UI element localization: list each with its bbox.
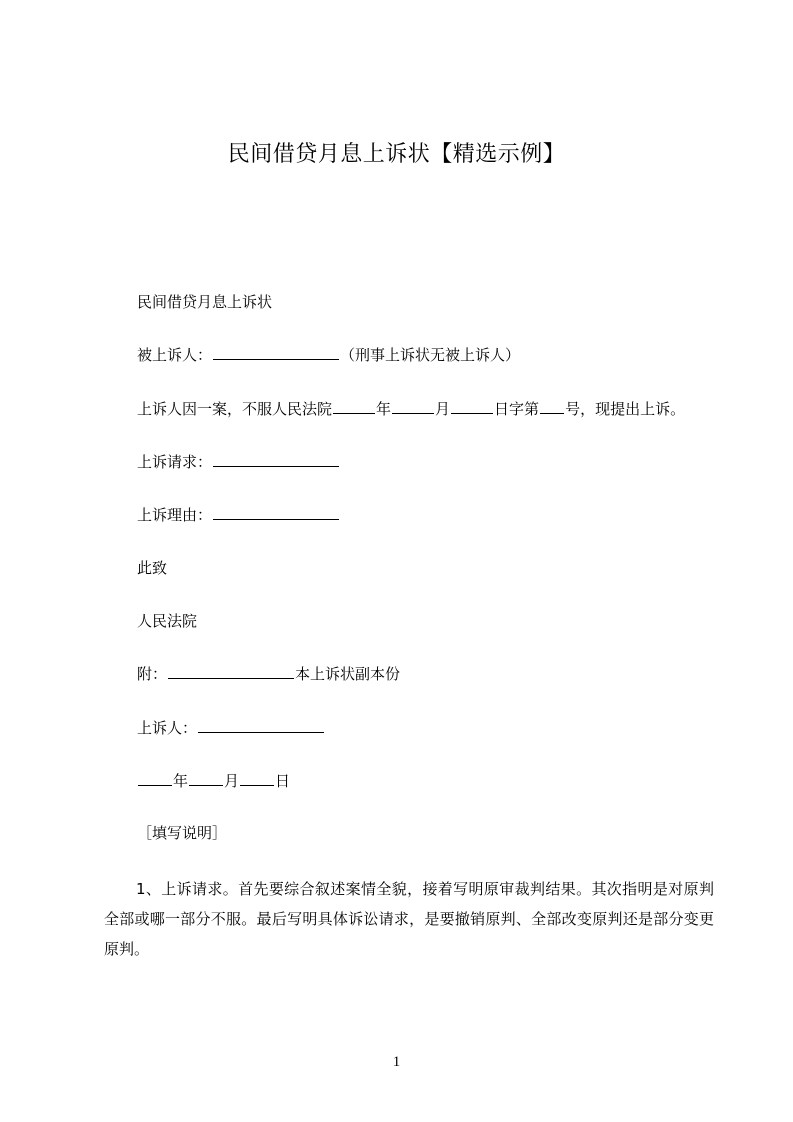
- request-blank: [213, 452, 339, 467]
- instructions-paragraph: 1、上诉请求。首先要综合叙述案情全貌，接着写明原审裁判结果。其次指明是对原判全部或哪一部分不服。最后写明具体诉讼请求，是要撤销原判、全部改变原判还是部分变更原判。: [104, 880, 714, 958]
- page-number: 1: [392, 1054, 401, 1070]
- case-year-blank: [333, 399, 375, 414]
- reason-label: 上诉理由：: [137, 506, 213, 524]
- attachment-tail: 本上诉状副本份: [295, 665, 401, 683]
- appellant-blank: [198, 718, 324, 733]
- date-month-label: 月: [224, 772, 240, 790]
- case-day-blank: [451, 399, 493, 414]
- date-year-label: 年: [173, 772, 189, 790]
- date-line: [137, 770, 290, 792]
- case-year-label: 年: [376, 400, 392, 418]
- request-line: [137, 451, 340, 473]
- case-month-label: 月: [435, 400, 451, 418]
- date-day-label: 日: [275, 772, 291, 790]
- appellee-line: [137, 344, 520, 366]
- request-label: 上诉请求：: [137, 453, 213, 471]
- date-month-blank: [189, 771, 223, 786]
- appellee-label: 被上诉人：: [137, 346, 213, 364]
- court-name: 人民法院: [137, 612, 198, 630]
- attachment-line: [137, 663, 400, 685]
- reason-blank: [213, 505, 339, 520]
- date-day-blank: [240, 771, 274, 786]
- case-day-ref-label: 日字第: [494, 400, 540, 418]
- case-number-blank: [540, 399, 564, 414]
- case-line-part1: 上诉人因一案，不服人民法院: [137, 400, 333, 418]
- document-heading: 民间借贷月息上诉状: [137, 293, 273, 311]
- appellant-label: 上诉人：: [137, 719, 198, 737]
- instructions-heading: ［填写说明］: [137, 824, 228, 842]
- case-month-blank: [392, 399, 434, 414]
- reason-line: [137, 504, 340, 526]
- document-title: 民间借贷月息上诉状【精选示例】: [227, 142, 566, 167]
- appellee-blank: [213, 345, 339, 360]
- salutation: 此致: [137, 559, 168, 577]
- appellee-note: （刑事上诉状无被上诉人）: [340, 346, 521, 364]
- attachment-label: 附：: [137, 665, 168, 683]
- date-year-blank: [138, 771, 172, 786]
- case-line: [137, 398, 685, 420]
- case-line-tail: 号，现提出上诉。: [565, 400, 686, 418]
- attachment-blank: [168, 664, 294, 679]
- appellant-line: [137, 717, 325, 739]
